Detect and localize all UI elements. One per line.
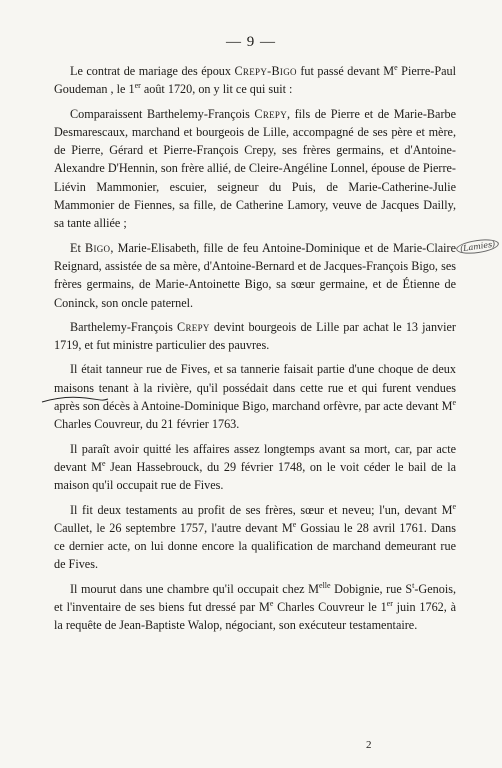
paragraph-text: devint bourgeois de Lille par achat le 13 janvier 1719, et fut ministre particulier des pauvres. xyxy=(54,319,456,353)
paragraph-text: Caullet, le 26 septembre 1757, l'autre devant M xyxy=(54,520,293,535)
paragraph-text: Charles Couvreur, du 21 février 1763. xyxy=(54,417,240,432)
paragraph-text: août 1720, on y lit ce qui suit : xyxy=(140,82,293,97)
paragraph-p6 xyxy=(54,440,456,495)
superscript: e xyxy=(452,397,456,407)
handwritten-margin-note: (Lamies) xyxy=(455,237,500,256)
paragraph-p1 xyxy=(54,62,456,99)
paragraph-p8 xyxy=(54,580,456,635)
paragraph-text: Il fit deux testaments au profit de ses frères, sœur et neveu; l'un, devant M xyxy=(70,502,453,517)
paragraph-text: Pierre-Paul Goudeman , le 1 xyxy=(54,64,457,97)
paragraph-text: Il mourut dans une chambre qu'il occupait chez M xyxy=(70,581,320,596)
superscript: e xyxy=(452,501,456,511)
superscript: er xyxy=(386,598,393,608)
paragraph-text: fut passé devant M xyxy=(296,64,395,78)
superscript: elle xyxy=(319,580,331,590)
signature-mark: 2 xyxy=(366,739,372,751)
small-caps-name: Crepy-Bigo xyxy=(234,64,297,78)
paragraph-text: Barthelemy-François xyxy=(70,319,178,334)
body-text xyxy=(54,62,456,641)
superscript: t xyxy=(412,580,415,590)
paragraph-text: , Marie-Elisabeth, fille de feu Antoine-Dominique et de Marie-Claire Reignard, assistée de sa mère, d'Antoine-Bernard et de Jacques-François Bigo, ses frères germains, de Marie-Antoinette Bigo, sa sœur germaine, et de Étienne de Coninck, son oncle paternel. xyxy=(54,240,456,310)
paragraph-text: -Genois, et l'inventaire de ses biens fut dressé par M xyxy=(54,581,457,615)
superscript: e xyxy=(269,598,274,608)
paragraph-p3 xyxy=(54,239,456,312)
paragraph-p2 xyxy=(54,105,456,233)
paragraph-p7 xyxy=(54,501,456,574)
superscript: e xyxy=(292,519,297,529)
paragraph-text: Charles Couvreur le 1 xyxy=(273,600,387,615)
small-caps-name: Crepy xyxy=(254,106,288,121)
paragraph-p4 xyxy=(54,318,456,355)
small-caps-name: Bigo xyxy=(85,240,111,255)
page-number: — 9 — xyxy=(226,34,276,50)
small-caps-name: Crepy xyxy=(177,319,210,334)
handwritten-underline-mark xyxy=(40,392,110,406)
paragraph-text: Il était tanneur rue de Fives, et sa tannerie faisait partie d'une choque de deux maisons tenant à la rivière, qu'il possédait dans cette rue et qui furent vendues après son décès à Antoine-Dominique Bigo, marchand orfèvre, par acte devant M xyxy=(54,362,456,414)
paragraph-text: Il paraît avoir quitté les affaires assez longtemps avant sa mort, car, par acte devant M xyxy=(54,441,456,474)
paragraph-text: Et xyxy=(70,240,86,255)
superscript: e xyxy=(101,458,106,468)
paragraph-text: , fils de Pierre et de Marie-Barbe Desmarescaux, marchand et bourgeois de Lille, accompagné de ses père et mère, de Pierre, Gérard et Pierre-François Crepy, ses frères germains, et d'Antoine-Alexandre D'Hennin, son frère allié, de Cleire-Angéline Lonnel, épouse de Pierre-Liévin Mammonier, escuier, seigneur du Puis, de Marie-Catherine-Julie Mammonier de Fiennes, sa fille, de Catherine Lamory, veuve de Jacques Dailly, sa tante alliée ; xyxy=(54,106,456,231)
paragraph-p5 xyxy=(54,360,456,433)
paragraph-text: Jean Hassebrouck, du 29 février 1748, on le voit céder le bail de la maison qu'il occupait rue de Fives. xyxy=(54,459,456,493)
paragraph-text: Gossiau le 28 avril 1761. Dans ce dernier acte, on lui donne encore la qualification de marchand demeurant rue de Fives. xyxy=(54,520,457,572)
paragraph-text: Le contrat de mariage des époux xyxy=(70,64,235,78)
paragraph-text: juin 1762, à la requête de Jean-Baptiste Walop, négociant, son exécuteur testamentaire. xyxy=(54,600,457,633)
superscript: er xyxy=(134,81,141,91)
superscript: e xyxy=(394,62,398,72)
paragraph-text: Comparaissent Barthelemy-François xyxy=(70,106,255,121)
paragraph-text: Dobignie, rue S xyxy=(330,581,413,596)
